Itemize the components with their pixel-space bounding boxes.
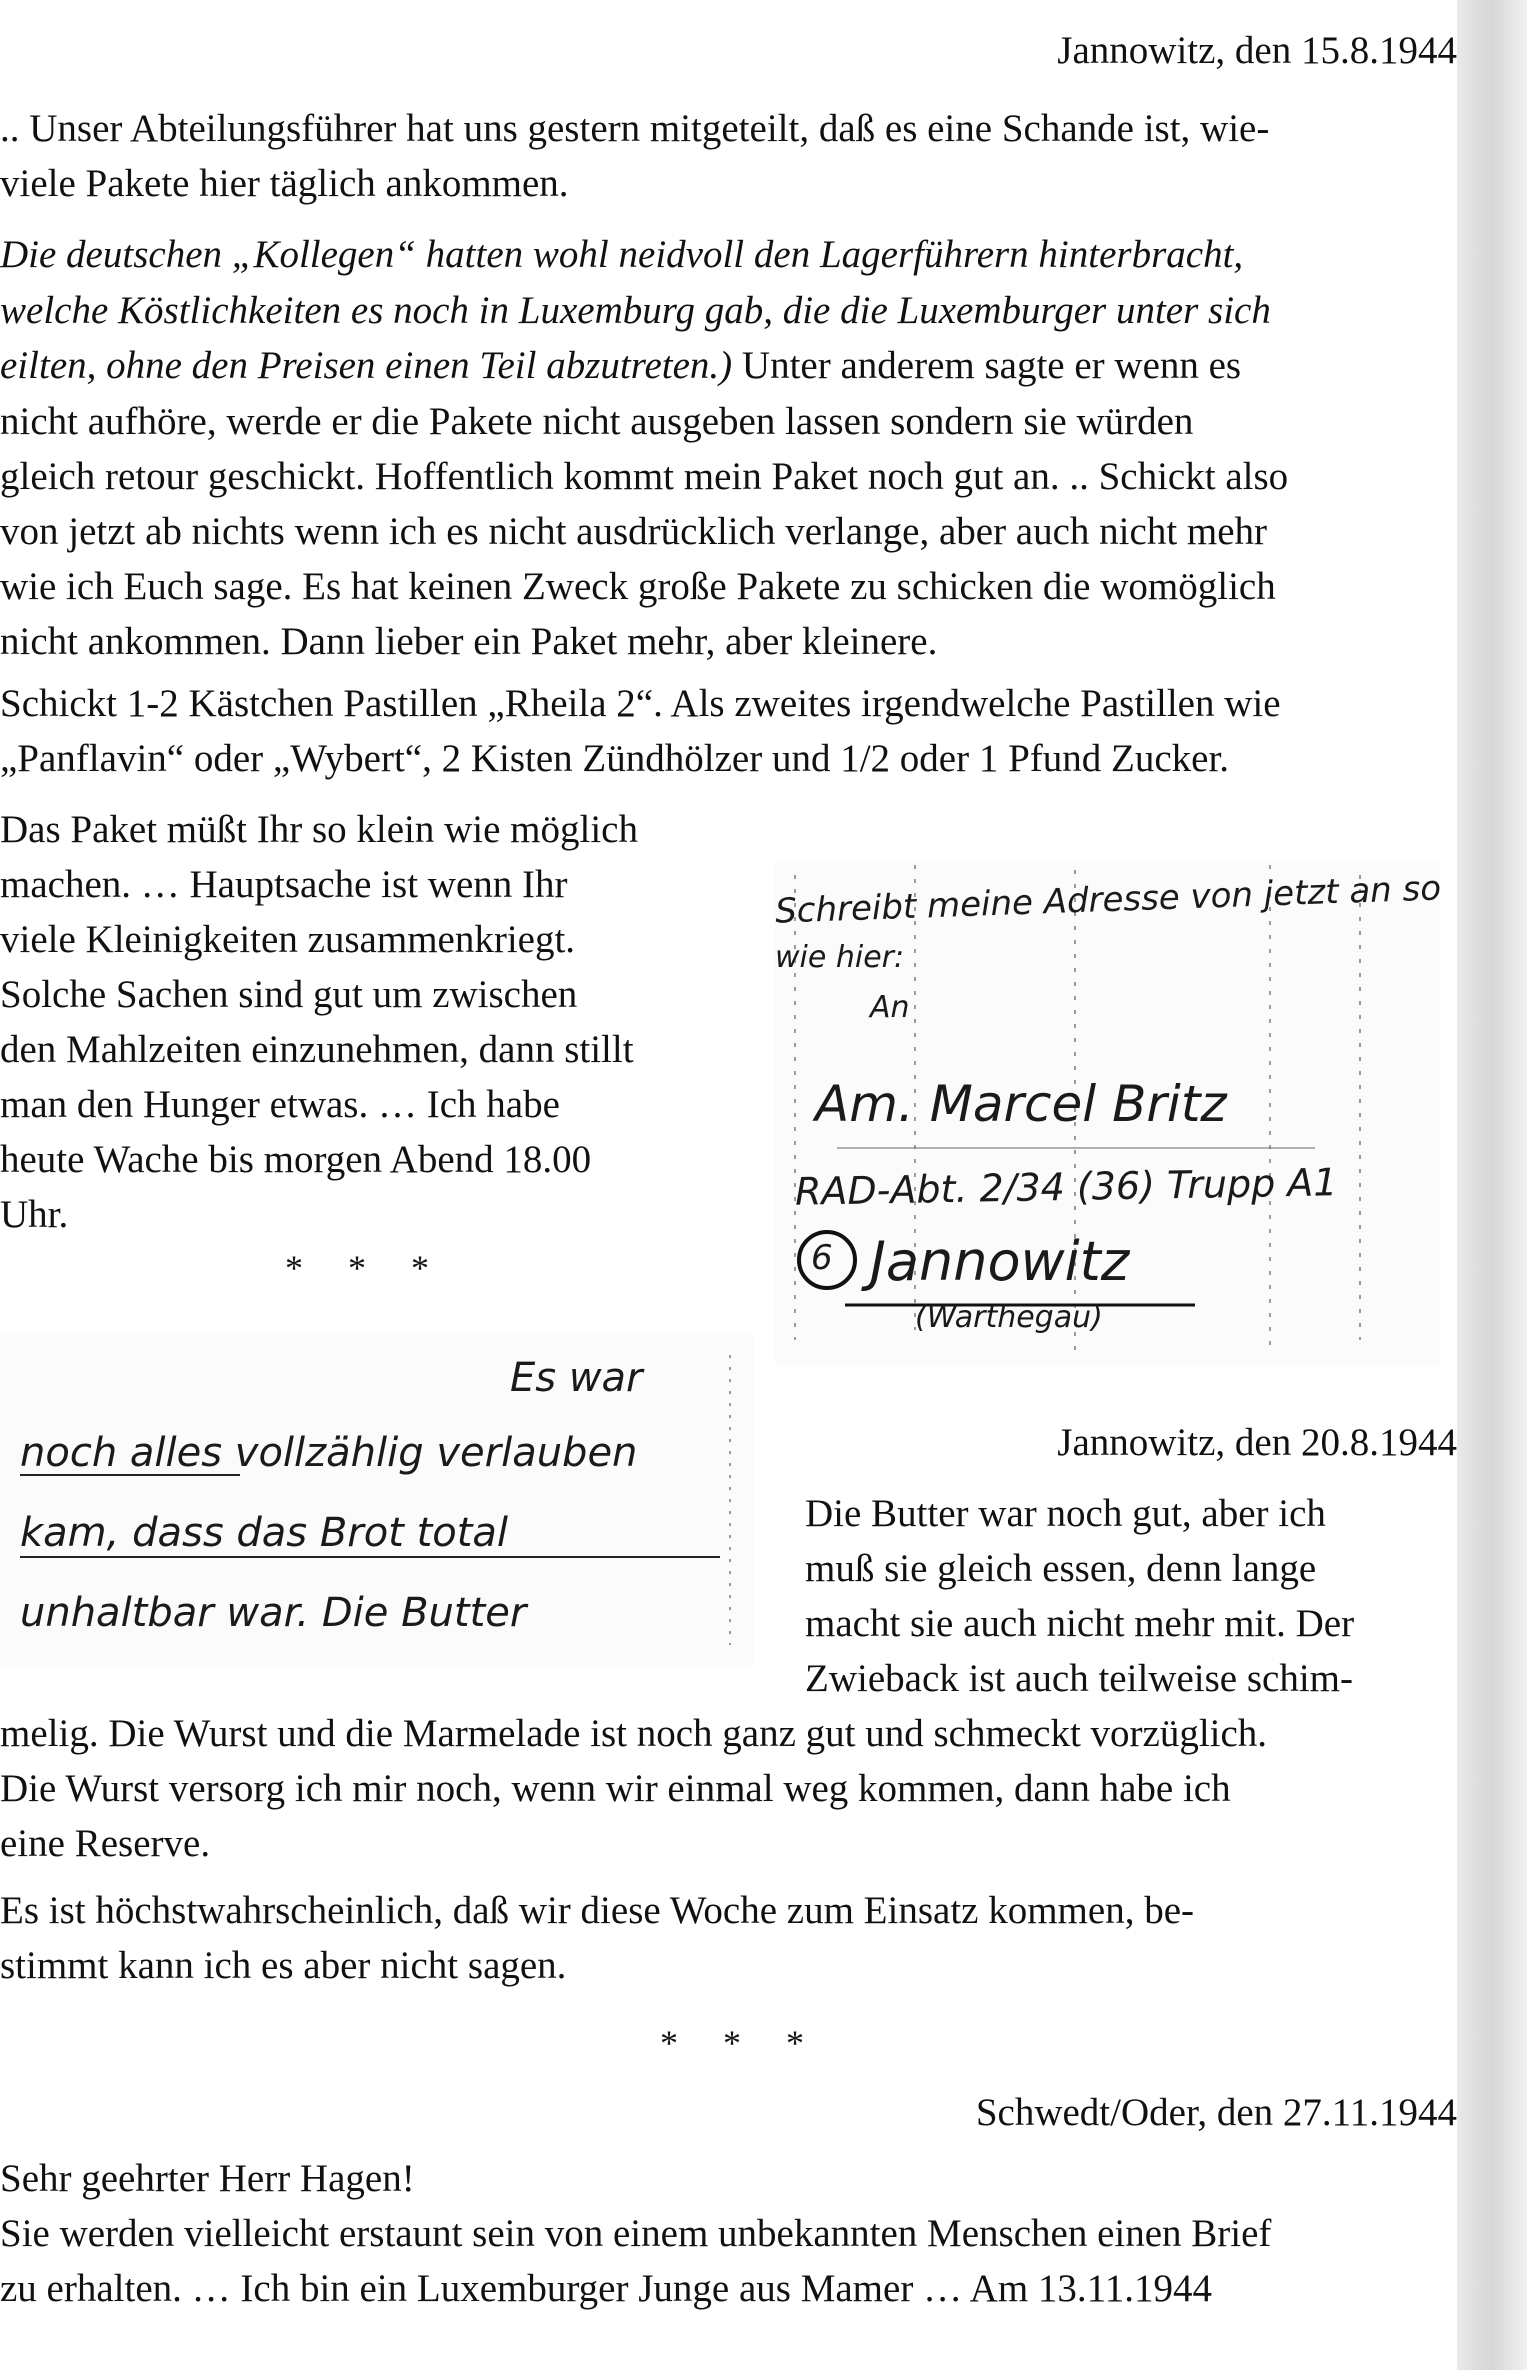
- para2-line-8: nicht ankommen. Dann lieber ein Paket mehr, aber kleinere.: [0, 620, 938, 663]
- para6-line-1: Es ist höchstwahrscheinlich, daß wir diese Woche zum Einsatz kommen, be-: [0, 1889, 1194, 1932]
- separator-1: * * *: [285, 1248, 447, 1288]
- para1-line-2: viele Pakete hier täglich ankommen.: [0, 162, 569, 205]
- para2-line-5: gleich retour geschickt. Hoffentlich kommt mein Paket noch gut an. .. Schickt also: [0, 455, 1289, 498]
- handwritten-address-scan: [775, 860, 1440, 1365]
- address-line-1: Schreibt meine Adresse von jetzt an so: [774, 868, 1442, 932]
- facing-page-edge: [1457, 0, 1527, 2370]
- para2-line-6: von jetzt ab nichts wenn ich es nicht ausdrücklich verlange, aber auch nicht mehr: [0, 510, 1268, 553]
- para2-line-4: nicht aufhöre, werde er die Pakete nicht ausgeben lassen sondern sie würden: [0, 400, 1194, 443]
- para5-right-line-1: Die Butter war noch gut, aber ich: [805, 1492, 1326, 1535]
- para2-italic-line-1: Die deutschen „Kollegen“ hatten wohl neidvoll den Lagerführern hinterbracht,: [0, 233, 1244, 276]
- address-line-2: wie hier:: [775, 940, 905, 975]
- note-line-2: noch alles vollzählig verlauben: [20, 1430, 638, 1476]
- para4-line-2: machen. … Hauptsache ist wenn Ihr: [0, 863, 568, 906]
- address-line-4: Am. Marcel Britz: [815, 1075, 1227, 1133]
- para7-line-3: zu erhalten. … Ich bin ein Luxemburger Junge aus Mamer … Am 13.11.1944: [0, 2267, 1212, 2310]
- note-line-4: unhaltbar war. Die Butter: [20, 1590, 527, 1636]
- para5-right-line-3: macht sie auch nicht mehr mit. Der: [805, 1602, 1355, 1645]
- para5-right-line-2: muß sie gleich essen, denn lange: [805, 1547, 1317, 1590]
- letter-date-1: Jannowitz, den 15.8.1944: [1057, 29, 1457, 72]
- address-circle-number: 6: [811, 1238, 833, 1278]
- para4-line-5: den Mahlzeiten einzunehmen, dann stillt: [0, 1028, 634, 1071]
- para5-line-7: eine Reserve.: [0, 1822, 211, 1865]
- para4-line-4: Solche Sachen sind gut um zwischen: [0, 973, 578, 1016]
- letter-date-2: Jannowitz, den 20.8.1944: [1057, 1421, 1457, 1464]
- para2-italic-line-3: eilten, ohne den Preisen einen Teil abzutreten.): [0, 344, 733, 387]
- salutation: Sehr geehrter Herr Hagen!: [0, 2157, 415, 2200]
- para2-line-7: wie ich Euch sage. Es hat keinen Zweck große Pakete zu schicken die womöglich: [0, 565, 1276, 608]
- para4-line-6: man den Hunger etwas. … Ich habe: [0, 1083, 560, 1126]
- para1-line-1: .. Unser Abteilungsführer hat uns gestern mitgeteilt, daß es eine Schande ist, wie-: [0, 107, 1270, 150]
- separator-2: * * *: [660, 2023, 822, 2063]
- letter-date-3: Schwedt/Oder, den 27.11.1944: [975, 2091, 1457, 2134]
- para4-line-7: heute Wache bis morgen Abend 18.00: [0, 1138, 592, 1181]
- para4-line-1: Das Paket müßt Ihr so klein wie möglich: [0, 808, 638, 851]
- para3-line-2: „Panflavin“ oder „Wybert“, 2 Kisten Zündhölzer und 1/2 oder 1 Pfund Zucker.: [0, 737, 1230, 780]
- para2-normal-tail: Unter anderem sagte er wenn es: [732, 344, 1242, 387]
- address-line-5: RAD-Abt. 2/34 (36) Trupp A1: [794, 1160, 1338, 1214]
- para5-right-line-4: Zwieback ist auch teilweise schim-: [805, 1657, 1353, 1700]
- para5-line-5: melig. Die Wurst und die Marmelade ist noch ganz gut und schmeckt vorzüglich.: [0, 1712, 1268, 1755]
- para5-line-6: Die Wurst versorg ich mir noch, wenn wir einmal weg kommen, dann habe ich: [0, 1767, 1231, 1810]
- para3-line-1: Schickt 1-2 Kästchen Pastillen „Rheila 2“. Als zweites irgendwelche Pastillen wie: [0, 682, 1281, 725]
- para4-line-8: Uhr.: [0, 1193, 69, 1236]
- para2-mixed-line: [0, 337, 1241, 394]
- handwritten-note-scan: [0, 1335, 755, 1665]
- address-line-6: Jannowitz: [870, 1230, 1130, 1293]
- address-line-7: (Warthegau): [915, 1300, 1103, 1335]
- note-line-1: Es war: [510, 1355, 643, 1401]
- para4-line-3: viele Kleinigkeiten zusammenkriegt.: [0, 918, 576, 961]
- para2-italic-line-2: welche Köstlichkeiten es noch in Luxemburg gab, die die Luxemburger unter sich: [0, 289, 1271, 332]
- note-line-3: kam, dass das Brot total: [20, 1510, 509, 1556]
- para7-line-2: Sie werden vielleicht erstaunt sein von einem unbekannten Menschen einen Brief: [0, 2212, 1272, 2255]
- para6-line-2: stimmt kann ich es aber nicht sagen.: [0, 1944, 567, 1987]
- address-line-3: An: [870, 990, 910, 1025]
